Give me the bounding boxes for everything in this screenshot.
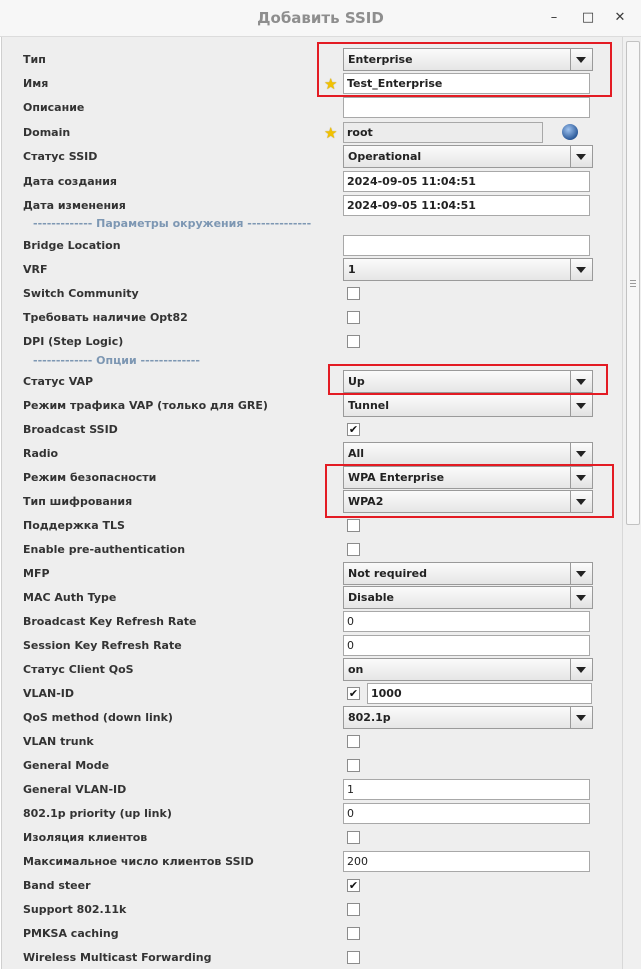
priority-uplink-input[interactable]: 0 <box>343 803 590 824</box>
pmksa-label: PMKSA caching <box>23 927 119 940</box>
mac-auth-label: MAC Auth Type <box>23 591 117 604</box>
section-environment <box>2 214 622 234</box>
vrf-select[interactable] <box>343 258 593 281</box>
wireless-multicast-label: Wireless Multicast Forwarding <box>23 951 212 964</box>
row-pmksa <box>2 922 622 946</box>
globe-icon[interactable] <box>562 124 578 140</box>
created-input[interactable]: 2024-09-05 11:04:51 <box>343 171 590 192</box>
encryption-select[interactable] <box>343 490 593 513</box>
pmksa-checkbox[interactable] <box>347 927 360 940</box>
chevron-down-icon[interactable] <box>570 259 592 280</box>
vrf-label: VRF <box>23 263 48 276</box>
row-broadcast-ssid <box>2 418 622 442</box>
mfp-select[interactable] <box>343 562 593 585</box>
row-security-mode <box>2 466 622 490</box>
type-label: Тип <box>23 53 46 66</box>
row-wireless-multicast <box>2 946 622 969</box>
switch-community-checkbox[interactable] <box>347 287 360 300</box>
row-description <box>2 96 622 120</box>
scrollbar-grip <box>630 283 636 284</box>
type-select[interactable] <box>343 48 593 71</box>
vap-traffic-value: Tunnel <box>348 399 390 412</box>
band-steer-checkbox[interactable]: ✔ <box>348 879 359 892</box>
wireless-multicast-checkbox[interactable] <box>347 951 360 964</box>
description-label: Описание <box>23 101 85 114</box>
mac-auth-select[interactable] <box>343 586 593 609</box>
security-mode-label: Режим безопасности <box>23 471 157 484</box>
scrollbar-grip <box>630 280 636 281</box>
section-options <box>2 351 622 371</box>
mfp-label: MFP <box>23 567 50 580</box>
row-name <box>2 72 622 96</box>
name-input[interactable]: Test_Enterprise <box>343 73 590 94</box>
pre-auth-label: Enable pre-authentication <box>23 543 186 556</box>
general-mode-checkbox[interactable] <box>347 759 360 772</box>
row-opt82 <box>2 306 622 330</box>
form-panel <box>1 37 622 969</box>
encryption-value: WPA2 <box>348 495 384 508</box>
minimize-icon[interactable]: – <box>550 10 558 25</box>
dpi-checkbox[interactable] <box>347 335 360 348</box>
row-broadcast-key <box>2 610 622 634</box>
modified-label: Дата изменения <box>23 199 126 212</box>
row-client-isolation <box>2 826 622 850</box>
row-radio <box>2 442 622 466</box>
star-icon: ★ <box>324 75 338 93</box>
row-pre-auth <box>2 538 622 562</box>
description-input[interactable] <box>343 97 590 118</box>
bridge-location-input[interactable] <box>343 235 590 256</box>
vlan-trunk-label: VLAN trunk <box>23 735 94 748</box>
mac-auth-value: Disable <box>348 591 394 604</box>
row-vlan-id <box>2 682 622 706</box>
general-vlan-id-input[interactable]: 1 <box>343 779 590 800</box>
chevron-down-icon[interactable] <box>570 587 592 608</box>
row-created <box>2 170 622 194</box>
chevron-down-icon[interactable] <box>570 395 592 416</box>
row-bridge-location <box>2 234 622 258</box>
max-clients-input[interactable]: 200 <box>343 851 590 872</box>
security-mode-select[interactable] <box>343 466 593 489</box>
chevron-down-icon[interactable] <box>570 563 592 584</box>
session-key-input[interactable]: 0 <box>343 635 590 656</box>
row-band-steer <box>2 874 622 898</box>
row-encryption <box>2 490 622 514</box>
dpi-label: DPI (Step Logic) <box>23 335 124 348</box>
general-vlan-id-label: General VLAN-ID <box>23 783 127 796</box>
vap-status-select[interactable] <box>343 370 593 393</box>
chevron-down-icon[interactable] <box>570 49 592 70</box>
qos-method-select[interactable] <box>343 706 593 729</box>
vrf-value: 1 <box>348 263 356 276</box>
maximize-icon[interactable]: □ <box>581 10 595 25</box>
chevron-down-icon[interactable] <box>570 491 592 512</box>
chevron-down-icon[interactable] <box>570 707 592 728</box>
row-session-key <box>2 634 622 658</box>
radio-label: Radio <box>23 447 59 460</box>
tls-label: Поддержка TLS <box>23 519 125 532</box>
qos-method-label: QoS method (down link) <box>23 711 173 724</box>
radio-select[interactable] <box>343 442 593 465</box>
row-priority-uplink <box>2 802 622 826</box>
row-mfp <box>2 562 622 586</box>
priority-uplink-label: 802.1p priority (up link) <box>23 807 172 820</box>
domain-label: Domain <box>23 126 71 139</box>
row-domain <box>2 121 622 145</box>
row-tls <box>2 514 622 538</box>
pre-auth-checkbox[interactable] <box>347 543 360 556</box>
broadcast-key-input[interactable]: 0 <box>343 611 590 632</box>
broadcast-key-label: Broadcast Key Refresh Rate <box>23 615 197 628</box>
vap-traffic-select[interactable] <box>343 394 593 417</box>
ssid-status-value: Operational <box>348 150 422 163</box>
vertical-scrollbar[interactable] <box>622 37 641 969</box>
row-type <box>2 48 622 72</box>
client-isolation-checkbox[interactable] <box>347 831 360 844</box>
row-vlan-trunk <box>2 730 622 754</box>
row-vap-traffic <box>2 394 622 418</box>
mfp-value: Not required <box>348 567 427 580</box>
bridge-location-label: Bridge Location <box>23 239 121 252</box>
row-vap-status <box>2 370 622 394</box>
encryption-label: Тип шифрования <box>23 495 133 508</box>
client-isolation-label: Изоляция клиентов <box>23 831 148 844</box>
client-qos-value: on <box>348 663 364 676</box>
qos-method-value: 802.1p <box>348 711 391 724</box>
window-title: Добавить SSID <box>257 9 384 27</box>
general-mode-label: General Mode <box>23 759 110 772</box>
client-qos-select[interactable] <box>343 658 593 681</box>
type-value: Enterprise <box>348 53 413 66</box>
broadcast-ssid-label: Broadcast SSID <box>23 423 118 436</box>
domain-input: root <box>343 122 543 143</box>
vlan-id-label: VLAN-ID <box>23 687 75 700</box>
name-label: Имя <box>23 77 49 90</box>
scrollbar-grip <box>630 286 636 287</box>
row-general-mode <box>2 754 622 778</box>
max-clients-label: Максимальное число клиентов SSID <box>23 855 254 868</box>
vlan-trunk-checkbox[interactable] <box>347 735 360 748</box>
chevron-down-icon[interactable] <box>570 443 592 464</box>
scrollbar-thumb[interactable] <box>626 41 640 525</box>
row-vrf <box>2 258 622 282</box>
tls-checkbox[interactable] <box>347 519 360 532</box>
chevron-down-icon[interactable] <box>570 371 592 392</box>
switch-community-label: Switch Community <box>23 287 139 300</box>
row-qos-method <box>2 706 622 730</box>
opt82-label: Требовать наличие Opt82 <box>23 311 188 324</box>
chevron-down-icon[interactable] <box>570 146 592 167</box>
chevron-down-icon[interactable] <box>570 467 592 488</box>
ssid-status-label: Статус SSID <box>23 150 98 163</box>
security-mode-value: WPA Enterprise <box>348 471 445 484</box>
created-label: Дата создания <box>23 175 117 188</box>
broadcast-ssid-checkbox[interactable]: ✔ <box>348 423 359 436</box>
row-switch-community <box>2 282 622 306</box>
vlan-id-checkbox[interactable]: ✔ <box>348 687 359 700</box>
modified-input[interactable]: 2024-09-05 11:04:51 <box>343 195 590 216</box>
row-client-qos <box>2 658 622 682</box>
window-titlebar <box>0 0 641 37</box>
vap-traffic-label: Режим трафика VAP (только для GRE) <box>23 399 268 412</box>
band-steer-label: Band steer <box>23 879 91 892</box>
chevron-down-icon[interactable] <box>570 659 592 680</box>
ssid-status-select[interactable] <box>343 145 593 168</box>
row-max-clients <box>2 850 622 874</box>
row-mac-auth <box>2 586 622 610</box>
row-ssid-status <box>2 145 622 169</box>
row-general-vlan-id <box>2 778 622 802</box>
row-80211k <box>2 898 622 922</box>
section-options-title: ------------- Опции ------------- <box>33 354 200 367</box>
close-icon[interactable]: ✕ <box>614 10 626 25</box>
vap-status-value: Up <box>348 375 365 388</box>
client-qos-label: Статус Client QoS <box>23 663 134 676</box>
session-key-label: Session Key Refresh Rate <box>23 639 182 652</box>
support-80211k-checkbox[interactable] <box>347 903 360 916</box>
star-icon: ★ <box>324 124 338 142</box>
section-environment-title: ------------- Параметры окружения -------------- <box>33 217 312 230</box>
opt82-checkbox[interactable] <box>347 311 360 324</box>
support-80211k-label: Support 802.11k <box>23 903 127 916</box>
vlan-id-input[interactable]: 1000 <box>367 683 592 704</box>
radio-value: All <box>348 447 365 460</box>
vap-status-label: Статус VAP <box>23 375 94 388</box>
